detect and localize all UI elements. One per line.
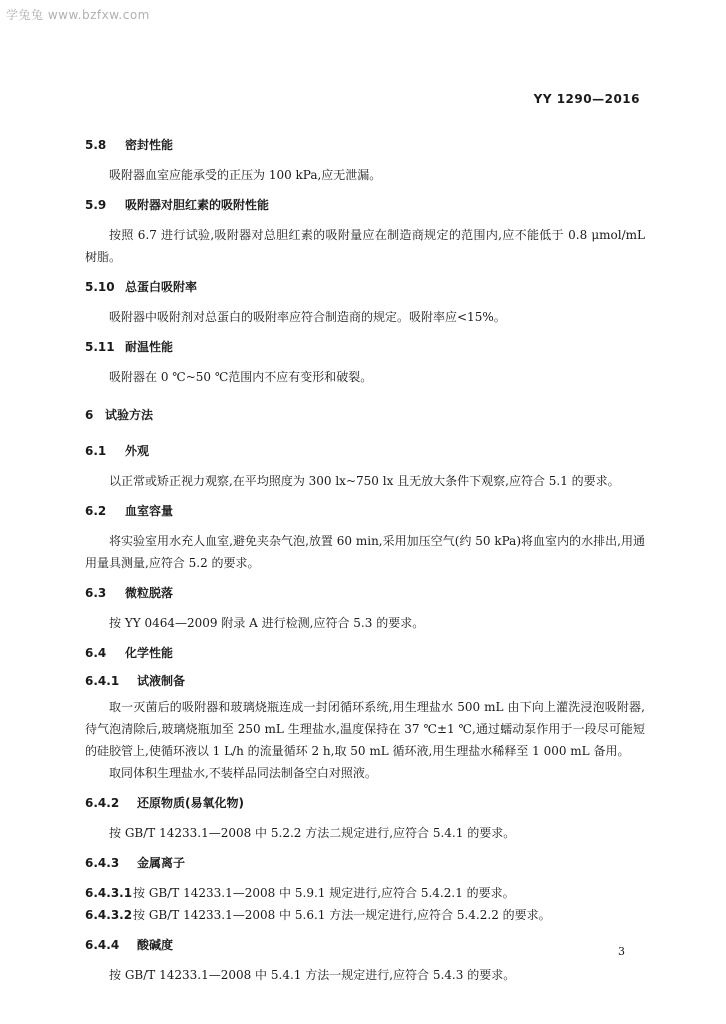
heading-5-9 bbox=[85, 196, 645, 214]
heading-number: 6.2 bbox=[85, 504, 107, 518]
paragraph: 吸附器血室应能承受的正压为 100 kPa,应无泄漏。 bbox=[109, 168, 382, 182]
paragraph: 以正常或矫正视力观察,在平均照度为 300 lx~750 lx 且无放大条件下观察,应符合 5.1 的要求。 bbox=[109, 474, 620, 488]
paragraph: 将实验室用水充人血室,避免夹杂气泡,放置 60 min,采用加压空气(约 50 kPa)将血室内的水排出,用通用量具测量,应符合 5.2 的要求。 bbox=[85, 534, 645, 570]
watermark: 学兔兔 www.bzfxw.com bbox=[6, 8, 150, 22]
heading-title: 酸碱度 bbox=[137, 938, 174, 952]
page-number: 3 bbox=[618, 945, 625, 958]
heading-title: 还原物质(易氧化物) bbox=[137, 796, 244, 810]
heading-title: 微粒脱落 bbox=[125, 586, 174, 600]
paragraph: 吸附器中吸附剂对总蛋白的吸附率应符合制造商的规定。吸附率应<15%。 bbox=[109, 310, 506, 324]
heading-title: 血室容量 bbox=[125, 504, 174, 518]
heading-title: 总蛋白吸附率 bbox=[125, 280, 198, 294]
heading-title: 吸附器对胆红素的吸附性能 bbox=[125, 198, 270, 212]
heading-5-8 bbox=[85, 136, 645, 154]
clause-number: 6.4.3.1 bbox=[85, 886, 133, 900]
heading-6-4-3 bbox=[85, 854, 645, 872]
heading-6-2 bbox=[85, 502, 645, 520]
paragraph: 按 GB/T 14233.1—2008 中 5.2.2 方法二规定进行,应符合 5.4.1 的要求。 bbox=[109, 826, 516, 840]
heading-title: 金属离子 bbox=[137, 856, 186, 870]
heading-5-10 bbox=[85, 278, 645, 296]
heading-6-4-2 bbox=[85, 794, 645, 812]
heading-number: 6.4.3 bbox=[85, 856, 120, 870]
heading-number: 6.1 bbox=[85, 444, 107, 458]
heading-title: 密封性能 bbox=[125, 138, 174, 152]
heading-number: 6 bbox=[85, 408, 94, 422]
heading-number: 6.4.1 bbox=[85, 674, 120, 688]
heading-number: 6.4 bbox=[85, 646, 107, 660]
paragraph: 按照 6.7 进行试验,吸附器对总胆红素的吸附量应在制造商规定的范围内,应不能低于 0.8 μmol/mL 树脂。 bbox=[85, 228, 645, 264]
heading-6-1 bbox=[85, 442, 645, 460]
clause-number: 6.4.3.2 bbox=[85, 908, 133, 922]
paragraph: 取同体积生理盐水,不装样品同法制备空白对照液。 bbox=[109, 766, 377, 780]
paragraph: 取一灭菌后的吸附器和玻璃烧瓶连成一封闭循环系统,用生理盐水 500 mL 由下向上灌洗浸泡吸附器,待气泡清除后,玻璃烧瓶加至 250 mL 生理盐水,温度保持在 37 ℃±1 ℃,通过蠕动泵作用于一段尽可能短的硅胶管上,使循环液以 1 L/h 的流量循环 2 h,取 50 mL 循环液,用生理盐水稀释至 1 000 mL 备用。 bbox=[85, 700, 645, 758]
document-body bbox=[85, 136, 645, 986]
heading-number: 5.11 bbox=[85, 340, 115, 354]
heading-6-4 bbox=[85, 644, 645, 662]
heading-6 bbox=[85, 406, 645, 424]
paragraph: 按 GB/T 14233.1—2008 中 5.4.1 方法一规定进行,应符合 5.4.3 的要求。 bbox=[109, 968, 516, 982]
heading-title: 化学性能 bbox=[125, 646, 174, 660]
paragraph: 吸附器在 0 ℃~50 ℃范围内不应有变形和破裂。 bbox=[109, 370, 373, 384]
heading-title: 试验方法 bbox=[105, 408, 154, 422]
heading-number: 6.4.2 bbox=[85, 796, 120, 810]
heading-number: 5.8 bbox=[85, 138, 107, 152]
paragraph: 按 YY 0464—2009 附录 A 进行检测,应符合 5.3 的要求。 bbox=[109, 616, 425, 630]
heading-number: 6.4.4 bbox=[85, 938, 120, 952]
heading-number: 6.3 bbox=[85, 586, 107, 600]
clause-6-4-3-2 bbox=[85, 904, 645, 926]
clause-text: 按 GB/T 14233.1—2008 中 5.9.1 规定进行,应符合 5.4.2.1 的要求。 bbox=[133, 886, 515, 900]
heading-number: 5.9 bbox=[85, 198, 107, 212]
heading-6-4-4 bbox=[85, 936, 645, 954]
heading-title: 试液制备 bbox=[137, 674, 186, 688]
heading-title: 耐温性能 bbox=[125, 340, 174, 354]
heading-6-4-1 bbox=[85, 672, 645, 690]
standard-code: YY 1290—2016 bbox=[533, 92, 640, 106]
heading-6-3 bbox=[85, 584, 645, 602]
clause-6-4-3-1 bbox=[85, 882, 645, 904]
heading-5-11 bbox=[85, 338, 645, 356]
heading-title: 外观 bbox=[125, 444, 150, 458]
heading-number: 5.10 bbox=[85, 280, 115, 294]
clause-text: 按 GB/T 14233.1—2008 中 5.6.1 方法一规定进行,应符合 5.4.2.2 的要求。 bbox=[133, 908, 551, 922]
